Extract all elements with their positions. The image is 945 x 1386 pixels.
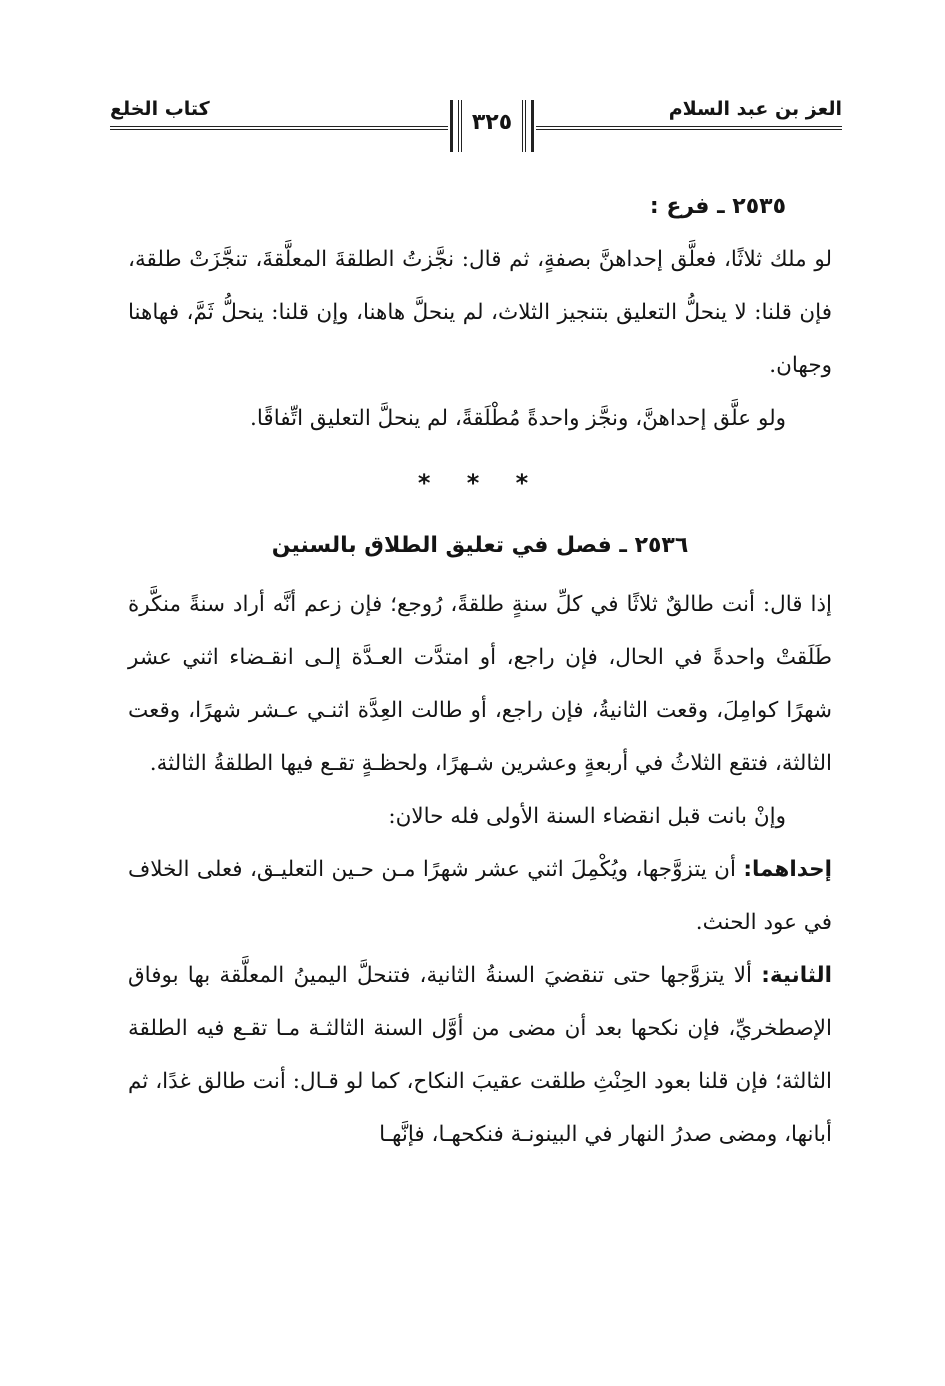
case-2-label: الثانية:	[761, 963, 832, 988]
section-separator: * * *	[417, 469, 543, 497]
case-2-paragraph	[128, 949, 832, 1161]
branch-paragraph-1: لو ملك ثلاثًا، فعلَّق إحداهنَّ بصفةٍ، ثم قال: نجَّزتُ الطلقةَ المعلَّقةَ، تنجَّزَتْ طلقة، فإن قلنا: لا ينحلُّ التعليق بتنجيز الثلاث، لم ينحلَّ هاهنا، وإن قلنا: ينحلُّ ثَمَّ، فهاهنا وجهان.	[128, 247, 832, 378]
branch-heading: ٢٥٣٥ ـ فرع :	[649, 194, 786, 219]
branch-paragraph-2: ولو علَّق إحداهنَّ، ونجَّز واحدةً مُطْلَقةً، لم ينحلَّ التعليق اتِّفاقًا.	[250, 406, 786, 431]
header-book-title: كتاب الخلع	[110, 98, 210, 120]
running-header	[110, 96, 842, 156]
case-1-label: إحداهما:	[743, 857, 832, 882]
page-body	[128, 180, 832, 1161]
case-1-text: أن يتزوَّجها، ويُكْمِلَ اثني عشر شهرًا مـن حـين التعليـق، فعلى الخلاف في عود الحنث.	[128, 857, 832, 935]
chapter-paragraph-2: وإنْ بانت قبل انقضاء السنة الأولى فله حالان:	[388, 804, 786, 829]
page-number: ٣٢٥	[471, 110, 513, 135]
chapter-paragraph-1: إذا قال: أنت طالقٌ ثلاثًا في كلِّ سنةٍ طلقةً، رُوجع؛ فإن زعم أنَّه أراد سنةً منكَّرة طَلَقتْ واحدةً في الحال، فإن راجع، أو امتدَّت العـدَّة إلـى انقـضاء اثني عشر شهرًا كوامِلَ، وقعت الثانيةُ، فإن راجع، أو طالت العِدَّة اثنـي عـشر شهرًا، وقعت الثالثة، فتقع الثلاثُ في أربعةٍ وعشرين شـهرًا، ولحظـةٍ تقـع فيها الطلقةُ الثالثة.	[128, 592, 832, 776]
page-number-box	[448, 100, 536, 152]
chapter-heading: ٢٥٣٦ ـ فصل في تعليق الطلاق بالسنين	[271, 533, 689, 558]
case-2-text: ألا يتزوَّجها حتى تنقضيَ السنةُ الثانية، فتنحلَّ اليمينُ المعلَّقة بها بوفاق الإصطخريِّ، فإن نكحها بعد أن مضى من أوَّل السنة الثالثـة مـا تقـع فيه الطلقة الثالثة؛ فإن قلنا بعود الحِنْثِ طلقت عقيبَ النكاح، كما لو قـال: أنت طالق غدًا، ثم أبانها، ومضى صدرُ النهار في البينونـة فنكحهـا، فإنَّهـا	[128, 963, 832, 1147]
case-1-paragraph	[128, 843, 832, 949]
header-author: العز بن عبد السلام	[668, 98, 842, 120]
